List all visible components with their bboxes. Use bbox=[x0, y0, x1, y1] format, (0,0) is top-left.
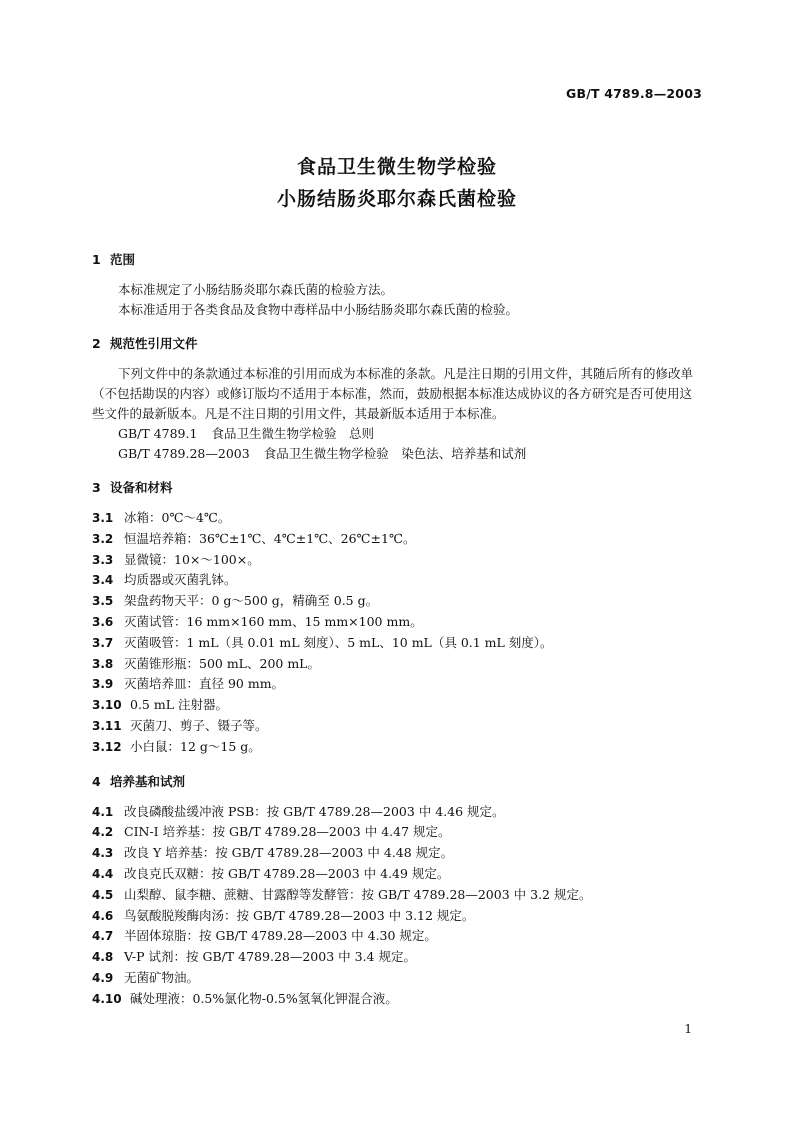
item-text: 山梨醇、鼠李糖、蔗糖、甘露醇等发酵管：按 GB/T 4789.28—2003 中 3.2 规定。 bbox=[124, 886, 592, 902]
reference-title: 食品卫生微生物学检验 总则 bbox=[211, 426, 374, 441]
item-text: 碱处理液：0.5%氯化物-0.5%氢氧化钾混合液。 bbox=[130, 990, 398, 1006]
item-text: 灭菌培养皿：直径 90 mm。 bbox=[124, 676, 285, 692]
list-item bbox=[92, 968, 702, 989]
item-number: 4.3 bbox=[92, 846, 114, 861]
list-item bbox=[92, 674, 702, 695]
list-item bbox=[92, 612, 702, 633]
item-number: 4.2 bbox=[92, 825, 114, 840]
item-text: 显微镜：10×～100×。 bbox=[124, 551, 260, 567]
item-number: 3.2 bbox=[92, 531, 114, 546]
list-item bbox=[92, 508, 702, 529]
item-number: 3.9 bbox=[92, 677, 114, 692]
item-number: 3.11 bbox=[92, 718, 122, 733]
reference-item bbox=[92, 424, 702, 444]
item-number: 4.1 bbox=[92, 804, 114, 819]
item-number: 3.7 bbox=[92, 635, 114, 650]
item-number: 4.4 bbox=[92, 866, 114, 881]
paragraph: 本标准适用于各类食品及食物中毒样品中小肠结肠炎耶尔森氏菌的检验。 bbox=[118, 302, 519, 317]
item-number: 4.5 bbox=[92, 887, 114, 902]
item-number: 3.6 bbox=[92, 614, 114, 629]
item-number: 3.10 bbox=[92, 698, 122, 713]
list-item bbox=[92, 906, 702, 927]
standard-code: GB/T 4789.8—2003 bbox=[566, 86, 702, 101]
section-number: 2 bbox=[92, 336, 101, 351]
item-text: CIN-I 培养基：按 GB/T 4789.28—2003 中 4.47 规定。 bbox=[124, 824, 451, 840]
list-item bbox=[92, 633, 702, 654]
list-item bbox=[92, 864, 702, 885]
item-number: 3.8 bbox=[92, 656, 114, 671]
document-body bbox=[92, 250, 702, 1010]
section-4-heading bbox=[92, 772, 702, 792]
list-item bbox=[92, 529, 702, 550]
item-number: 3.1 bbox=[92, 511, 114, 525]
item-text: 无菌矿物油。 bbox=[124, 969, 200, 985]
list-item bbox=[92, 591, 702, 612]
list-item bbox=[92, 843, 702, 864]
item-number: 4.8 bbox=[92, 950, 114, 965]
section-3-heading bbox=[92, 478, 702, 498]
item-text: 小白鼠：12 g～15 g。 bbox=[130, 738, 261, 754]
section-title: 设备和材料 bbox=[110, 480, 173, 495]
item-text: 灭菌吸管：1 mL（具 0.01 mL 刻度）、5 mL、10 mL（具 0.1 mL 刻度）。 bbox=[124, 634, 553, 650]
reference-item bbox=[92, 444, 702, 464]
list-item bbox=[92, 570, 702, 591]
item-number: 4.6 bbox=[92, 908, 114, 923]
section-title: 培养基和试剂 bbox=[110, 773, 186, 789]
item-number: 4.7 bbox=[92, 929, 114, 944]
list-item bbox=[92, 550, 702, 571]
reference-code: GB/T 4789.28—2003 bbox=[118, 446, 250, 461]
list-item bbox=[92, 926, 702, 947]
reference-title: 食品卫生微生物学检验 染色法、培养基和试剂 bbox=[263, 446, 527, 461]
list-item bbox=[92, 802, 702, 823]
item-number: 3.3 bbox=[92, 552, 114, 567]
item-number: 4.10 bbox=[92, 991, 122, 1006]
section-title: 规范性引用文件 bbox=[110, 336, 198, 351]
section-1-heading bbox=[92, 250, 702, 270]
section-number: 3 bbox=[92, 480, 101, 495]
paragraph: 本标准规定了小肠结肠炎耶尔森氏菌的检验方法。 bbox=[118, 282, 394, 297]
paragraph: 下列文件中的条款通过本标准的引用而成为本标准的条款。凡是注日期的引用文件，其随后所有的修改单（不包括勘误的内容）或修订版均不适用于本标准，然而，鼓励根据本标准达成协议的各方研究是否可使用这些文件的最新版本。凡是不注日期的引用文件，其最新版本适用于本标准。 bbox=[92, 366, 694, 421]
page-number: 1 bbox=[684, 1022, 692, 1036]
item-text: 灭菌试管：16 mm×160 mm、15 mm×100 mm。 bbox=[124, 613, 423, 629]
item-text: V-P 试剂：按 GB/T 4789.28—2003 中 3.4 规定。 bbox=[124, 949, 416, 965]
item-text: 恒温培养箱：36℃±1℃、4℃±1℃、26℃±1℃。 bbox=[124, 530, 416, 546]
item-text: 鸟氨酸脱羧酶肉汤：按 GB/T 4789.28—2003 中 3.12 规定。 bbox=[124, 907, 475, 923]
item-text: 冰箱：0℃～4℃。 bbox=[124, 510, 231, 525]
list-item bbox=[92, 654, 702, 675]
list-item bbox=[92, 885, 702, 906]
list-item bbox=[92, 947, 702, 968]
item-number: 3.4 bbox=[92, 573, 114, 588]
reference-code: GB/T 4789.1 bbox=[118, 426, 198, 441]
item-text: 改良克氏双糖：按 GB/T 4789.28—2003 中 4.49 规定。 bbox=[124, 865, 450, 881]
document-title-line2: 小肠结肠炎耶尔森氏菌检验 bbox=[276, 188, 517, 210]
item-text: 灭菌刀、剪子、镊子等。 bbox=[130, 717, 268, 733]
list-item bbox=[92, 716, 702, 737]
item-text: 改良磷酸盐缓冲液 PSB：按 GB/T 4789.28—2003 中 4.46 规定。 bbox=[124, 803, 505, 819]
section-number: 1 bbox=[92, 252, 101, 267]
list-item bbox=[92, 737, 702, 758]
item-text: 0.5 mL 注射器。 bbox=[130, 697, 228, 713]
item-text: 灭菌锥形瓶：500 mL、200 mL。 bbox=[124, 655, 320, 671]
list-item bbox=[92, 989, 702, 1010]
item-number: 3.5 bbox=[92, 594, 114, 609]
list-item bbox=[92, 695, 702, 716]
item-number: 3.12 bbox=[92, 739, 122, 754]
list-item bbox=[92, 822, 702, 843]
item-text: 均质器或灭菌乳钵。 bbox=[124, 572, 237, 588]
section-2-heading bbox=[92, 334, 702, 354]
section-number: 4 bbox=[92, 773, 101, 789]
item-number: 4.9 bbox=[92, 970, 114, 985]
item-text: 改良 Y 培养基：按 GB/T 4789.28—2003 中 4.48 规定。 bbox=[124, 845, 454, 861]
section-title: 范围 bbox=[110, 252, 136, 267]
document-title-line1: 食品卫生微生物学检验 bbox=[296, 156, 497, 178]
item-text: 半固体琼脂：按 GB/T 4789.28—2003 中 4.30 规定。 bbox=[124, 928, 437, 944]
item-text: 架盘药物天平：0 g～500 g，精确至 0.5 g。 bbox=[124, 593, 379, 609]
